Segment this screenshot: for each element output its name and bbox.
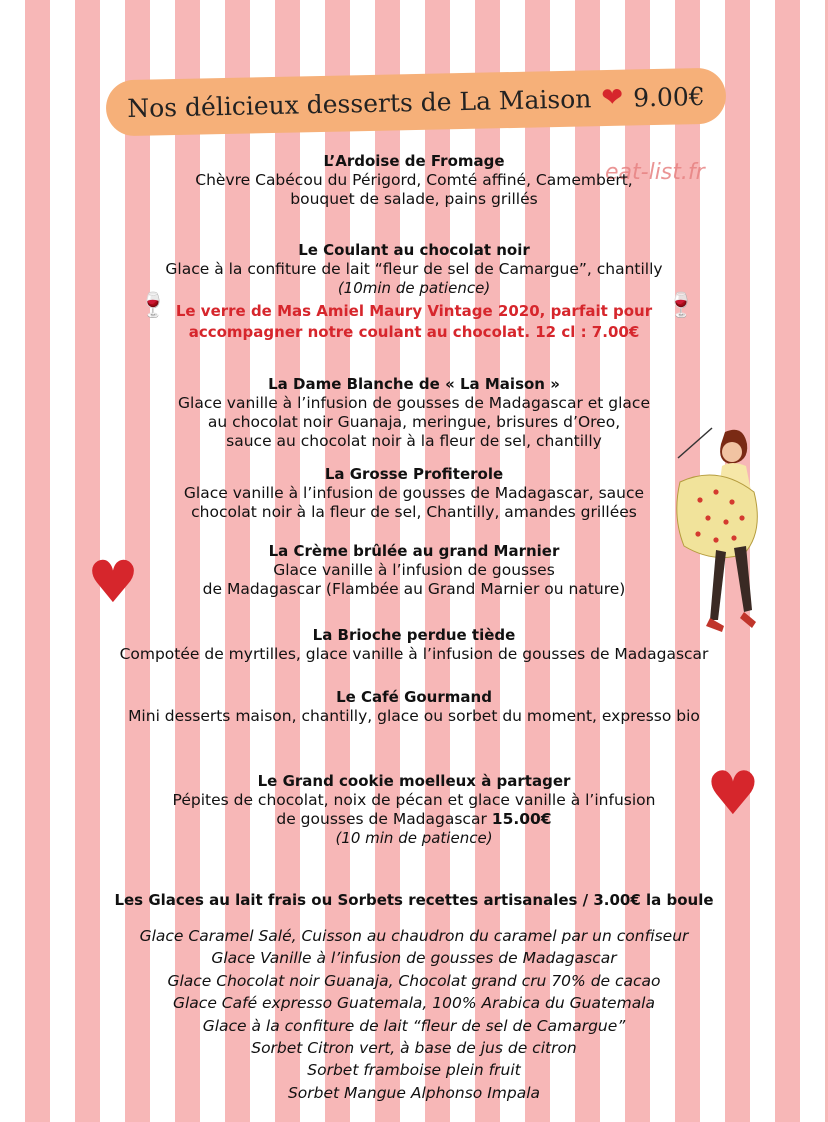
glace-item: Sorbet Mangue Alphonso Impala: [287, 1083, 541, 1102]
dessert-description: bouquet de salade, pains grillés: [290, 190, 538, 208]
glaces-list: [0, 925, 828, 1104]
dessert-item: [0, 240, 828, 298]
pinup-illustration: [670, 422, 780, 644]
dessert-title: Le Grand cookie moelleux à partager: [257, 772, 571, 790]
dessert-note: (10 min de patience): [335, 829, 493, 847]
dessert-title: La Crème brûlée au grand Marnier: [268, 542, 560, 560]
dessert-item: [0, 687, 828, 726]
menu-header-banner: [105, 68, 726, 137]
menu-title: Nos délicieux desserts de La Maison: [126, 83, 592, 123]
glace-item: Glace Vanille à l’infusion de gousses de Madagascar: [211, 949, 617, 968]
glace-item: Glace Chocolat noir Guanaja, Chocolat grand cru 70% de cacao: [167, 971, 661, 990]
glace-item: Glace à la confiture de lait “fleur de sel de Camargue”: [202, 1016, 626, 1035]
menu-price: 9.00€: [632, 81, 705, 112]
dessert-title: La Brioche perdue tiède: [312, 626, 516, 644]
wine-glass-icon: 🍷: [138, 291, 168, 319]
dessert-description: Compotée de myrtilles, glace vanille à l’infusion de gousses de Madagascar: [119, 645, 709, 663]
dessert-title: La Grosse Profiterole: [324, 465, 504, 483]
wine-line: accompagner notre coulant au chocolat. 12 cl : 7.00€: [188, 323, 640, 341]
glaces-section-title: Les Glaces au lait frais ou Sorbets recettes artisanales / 3.00€ la boule: [114, 891, 714, 909]
dessert-description: Pépites de chocolat, noix de pécan et glace vanille à l’infusion: [172, 791, 656, 809]
dessert-description: au chocolat noir Guanaja, meringue, brisures d’Oreo,: [207, 413, 621, 431]
dessert-price: 15.00€: [491, 810, 552, 828]
dessert-note: (10min de patience): [337, 279, 491, 297]
dessert-title: L’Ardoise de Fromage: [323, 152, 505, 170]
wine-line: Le verre de Mas Amiel Maury Vintage 2020, parfait pour: [175, 302, 653, 320]
glace-item: Sorbet framboise plein fruit: [307, 1061, 521, 1080]
dessert-title: Le Café Gourmand: [336, 688, 492, 706]
heart-icon: ♥: [87, 548, 139, 616]
heart-icon: ❤: [601, 82, 624, 114]
dessert-description: Glace vanille à l’infusion de gousses de Madagascar et glace: [178, 394, 650, 412]
dessert-title: La Dame Blanche de « La Maison »: [268, 375, 560, 393]
dessert-description: de Madagascar (Flambée au Grand Marnier ou nature): [202, 580, 626, 598]
dessert-description-text: de gousses de Madagascar: [276, 810, 487, 828]
heart-icon: ♥: [706, 759, 760, 829]
dessert-description: Chèvre Cabécou du Périgord, Comté affiné, Camembert,: [195, 171, 633, 189]
wine-pairing: [0, 301, 828, 343]
dessert-description: Glace à la confiture de lait “fleur de sel de Camargue”, chantilly: [165, 260, 663, 278]
dessert-title: Le Coulant au chocolat noir: [298, 241, 530, 259]
dessert-description: Glace vanille à l’infusion de gousses: [273, 561, 555, 579]
glace-item: Sorbet Citron vert, à base de jus de citron: [251, 1039, 577, 1058]
dessert-item: [0, 771, 828, 848]
dessert-description: chocolat noir à la fleur de sel, Chantilly, amandes grillées: [191, 503, 637, 521]
dessert-item: [0, 151, 828, 209]
watermark: eat-list.fr: [605, 160, 705, 185]
dessert-description: Mini desserts maison, chantilly, glace ou sorbet du moment, expresso bio: [128, 707, 700, 725]
dessert-description: [0, 810, 828, 829]
dessert-description: Glace vanille à l’infusion de gousses de Madagascar, sauce: [183, 484, 645, 502]
wine-glass-icon: 🍷: [666, 291, 696, 319]
dessert-description: sauce au chocolat noir à la fleur de sel, chantilly: [226, 432, 602, 450]
glace-item: Glace Café expresso Guatemala, 100% Arabica du Guatemala: [172, 994, 655, 1013]
glace-item: Glace Caramel Salé, Cuisson au chaudron du caramel par un confiseur: [139, 927, 689, 945]
